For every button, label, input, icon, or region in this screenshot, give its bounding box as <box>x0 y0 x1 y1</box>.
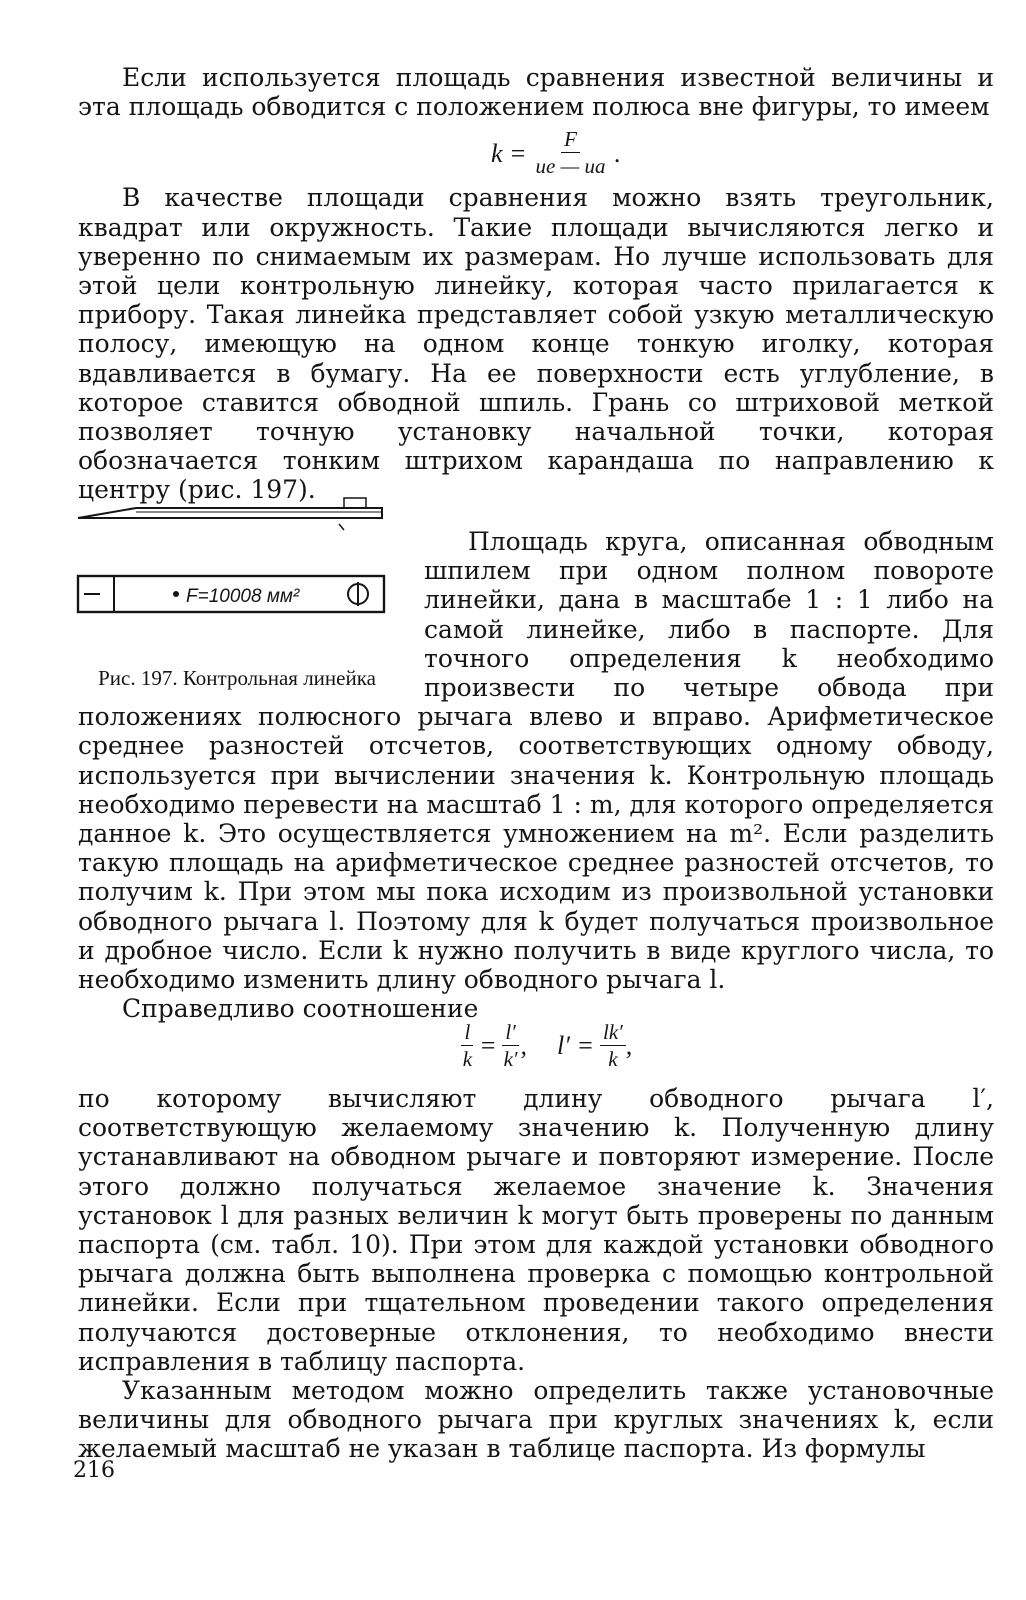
paragraph-6: Указанным методом можно определить также установочные величины для обводного рычага при круглых значениях k, если желаемый масштаб не указан в таблице паспорта. Из формулы <box>78 1376 994 1464</box>
ruler-label: F=10008 мм² <box>186 586 300 607</box>
formula-l-frac-a: $\frac{l}{k}$ <box>462 1020 473 1071</box>
formula-l-frac-c: $\frac{lk'}{k}$ <box>600 1022 626 1070</box>
figure-wrap <box>78 183 994 504</box>
paragraph-2: В качестве площади сравнения можно взять треугольник, квадрат или окружность. Такие площади вычисляются легко и уверенно по снимаемым их размерам. Но лучше использовать для этой цели контрольную линейку, которая часто прилагается к прибору. Такая линейка представляет собой узкую металлическую полосу, имеющую на одном конце тонкую иголку, которая вдавливается в бумагу. На ее поверхности есть углубление, в которое ставится обводной шпиль. Грань со штриховой меткой позволяет точную установку начальной точки, которая обозначается тонким штрихом карандаша по направлению к центру (рис. 197). <box>78 183 994 505</box>
formula-l-frac-b: $\frac{l'}{k'}$ <box>503 1020 518 1071</box>
page-number: 216 <box>73 1458 115 1483</box>
formula-k-lhs: k = <box>490 138 527 168</box>
text-block-top <box>78 63 994 505</box>
intro-paragraph: Если используется площадь сравнения известной величины и эта площадь обводится с положением полюса вне фигуры, то имеем <box>78 63 994 122</box>
formula-k-denominator: ue — ua <box>535 154 606 179</box>
formula-k-numerator: F <box>561 129 580 153</box>
text-beside-figure <box>78 527 994 1023</box>
text-block-bottom <box>78 1002 994 1464</box>
formula-k-fraction <box>533 129 609 177</box>
paragraph-5: по которому вычисляют длину обводного рычага l′, соответствующую желаемому значению k. Полученную длину устанавливают на обводном рычаге и повторяют измерение. После этого должно получаться желаемое значение k. Значения установок l для разных величин k могут быть проверены по данным паспорта (см. табл. 10). При этом для каждой установки обводного рычага должна быть выполнена проверка с помощью контрольной линейки. Если при тщательном проведении такого определения получаются достоверные отклонения, то необходимо внести исправления в таблицу паспорта. <box>78 1084 994 1376</box>
paragraph-3: Площадь круга, описанная обводным шпилем при одном полном повороте линейки, дана в масштабе 1 : 1 либо на самой линейке, либо в паспорте. Для точного определения k необходимо произвести по четыре обвода при положениях полюсного рычага влево и вправо. Арифметическое среднее разностей отсчетов, соответствующих одному обводу, используется при вычислении значения k. Контрольную площадь необходимо перевести на масштаб 1 : m, для которого определяется данное k. Это осуществляется умножением на m². Если разделить такую площадь на арифметическое среднее разностей отсчетов, то получим k. При этом мы пока исходим из произвольной установки обводного рычага l. Поэтому для k будет получаться произвольное и дробное число. Если k нужно получить в виде круглого числа, то необходимо изменить длину обводного рычага l. <box>78 527 994 995</box>
formula-k <box>78 129 994 177</box>
figure-caption: Рис. 197. Контрольная линейка <box>98 666 376 690</box>
figure-spacer <box>78 527 424 702</box>
formula-k-tail: . <box>614 138 622 168</box>
formula-l: $\frac{l}{k}$ = $\frac{l'}{k'}$ , l′ = $\frac{lk'}{k}$ , <box>78 1022 994 1070</box>
paragraph-4: Справедливо соотношение <box>122 994 479 1024</box>
